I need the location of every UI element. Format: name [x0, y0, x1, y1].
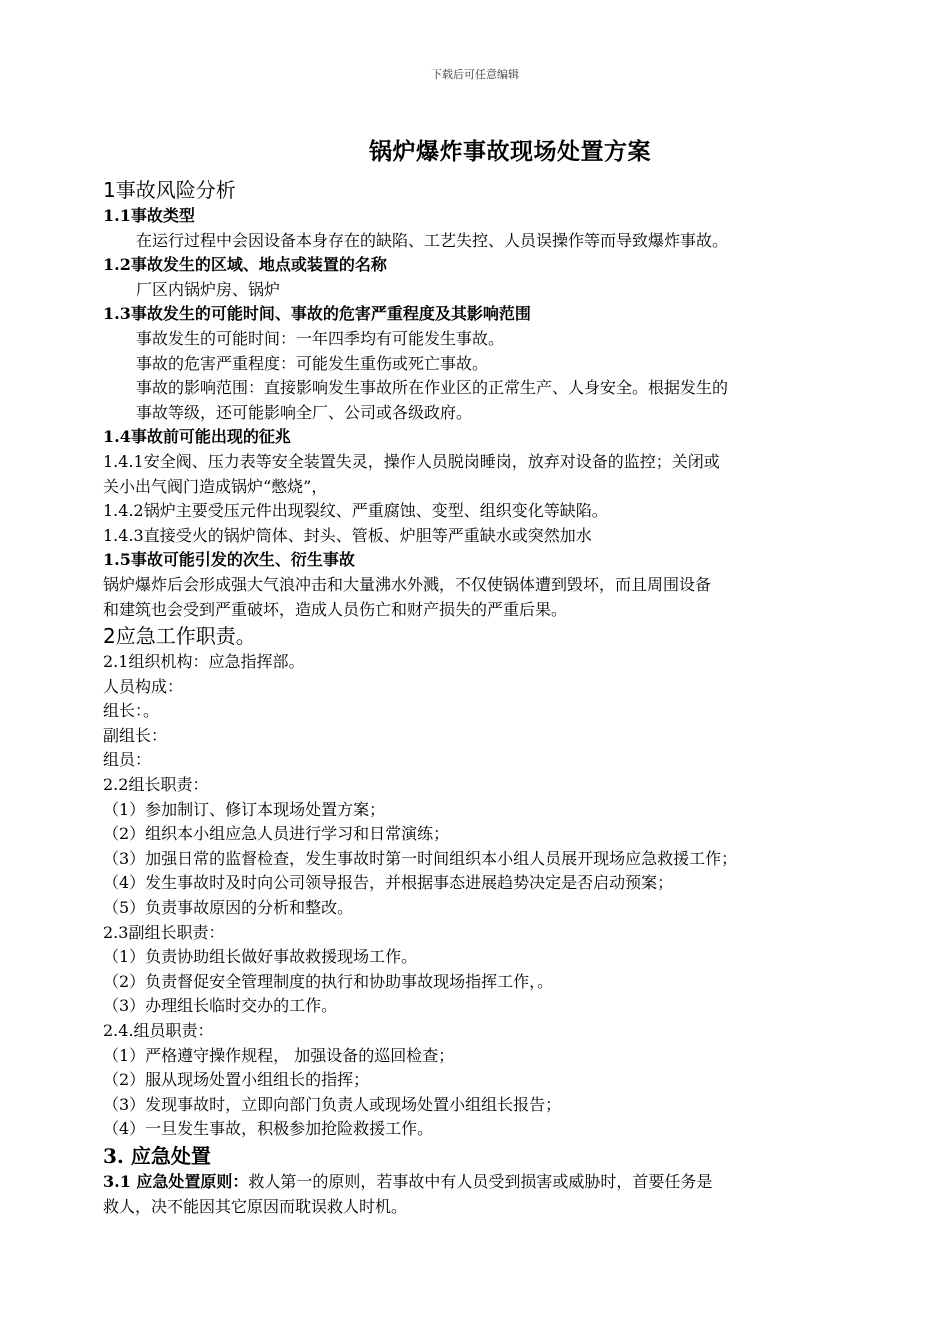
principle-label: 3.1 应急处置原则：	[103, 1171, 249, 1191]
paragraph: 1.4.2锅炉主要受压元件出现裂纹、严重腐蚀、变型、组织变化等缺陷。	[103, 501, 608, 521]
principle-text: 救人第一的原则，若事故中有人员受到损害或威胁时，首要任务是	[248, 1171, 713, 1191]
section-1-2-heading: 1.2事故发生的区域、地点或装置的名称	[103, 255, 387, 275]
section-3-heading: 3. 应急处置	[103, 1143, 211, 1168]
paragraph: 事故的影响范围：直接影响发生事故所在作业区的正常生产、人身安全。根据发生的	[136, 378, 729, 398]
paragraph: 1.4.3直接受火的锅炉筒体、封头、管板、炉胆等严重缺水或突然加水	[103, 525, 592, 545]
paragraph	[103, 1170, 853, 1195]
list-item: （4）一旦发生事故，积极参加抢险救援工作。	[103, 1119, 434, 1139]
list-item: （4）发生事故时及时向公司领导报告，并根据事态进展趋势决定是否启动预案；	[103, 873, 674, 893]
paragraph: 1.4.1安全阀、压力表等安全装置失灵，操作人员脱岗睡岗，放弃对设备的监控；关闭或	[103, 451, 720, 471]
list-item: （3）发现事故时，立即向部门负责人或现场处置小组组长报告；	[103, 1094, 562, 1114]
paragraph: 和建筑也会受到严重破坏，造成人员伤亡和财产损失的严重后果。	[103, 599, 568, 619]
section-1-heading: 1事故风险分析	[103, 178, 236, 202]
subsection-heading: 2.4.组员职责：	[103, 1021, 214, 1040]
paragraph: 事故等级，还可能影响全厂、公司或各级政府。	[136, 402, 473, 422]
section-1-4-heading: 1.4事故前可能出现的征兆	[103, 427, 291, 447]
paragraph: 救人，决不能因其它原因而耽误救人时机。	[103, 1196, 408, 1216]
list-item: （3）加强日常的监督检查，发生事故时第一时间组织本小组人员展开现场应急救援工作；	[103, 848, 738, 868]
section-1-3-heading: 1.3事故发生的可能时间、事故的危害严重程度及其影响范围	[103, 304, 531, 324]
document-title: 锅炉爆炸事故现场处置方案	[369, 138, 651, 165]
subsection-heading: 2.2组长职责：	[103, 775, 209, 795]
paragraph: 组长：。	[103, 701, 160, 721]
paragraph: 2.1组织机构：应急指挥部。	[103, 652, 305, 672]
list-item: （3）办理组长临时交办的工作。	[103, 996, 338, 1016]
list-item: （2）服从现场处置小组组长的指挥；	[103, 1070, 370, 1090]
paragraph: 在运行过程中会因设备本身存在的缺陷、工艺失控、人员误操作等而导致爆炸事故。	[136, 230, 729, 250]
section-2-heading: 2应急工作职责。	[103, 624, 256, 649]
paragraph: 组员：	[103, 750, 152, 770]
watermark-text: 下载后可任意编辑	[431, 68, 519, 81]
paragraph: 关小出气阀门造成锅炉“憋烧”，	[103, 476, 328, 496]
paragraph: 锅炉爆炸后会形成强大气浪冲击和大量沸水外溅，不仅使锅体遭到毁坏，而且周围设备	[103, 574, 712, 594]
list-item: （1）负责协助组长做好事故救援现场工作。	[103, 947, 418, 967]
paragraph: 厂区内锅炉房、锅炉	[136, 279, 281, 299]
document-body	[103, 176, 853, 1219]
subsection-heading: 2.3副组长职责：	[103, 922, 225, 942]
paragraph: 事故的危害严重程度：可能发生重伤或死亡事故。	[136, 353, 489, 373]
paragraph: 人员构成：	[103, 676, 184, 696]
list-item: （1）参加制订、修订本现场处置方案；	[103, 799, 386, 819]
paragraph: 事故发生的可能时间：一年四季均有可能发生事故。	[136, 328, 505, 348]
list-item: （5）负责事故原因的分析和整改。	[103, 898, 354, 918]
section-1-5-heading: 1.5事故可能引发的次生、衍生事故	[103, 550, 355, 570]
list-item: （2）负责督促安全管理制度的执行和协助事故现场指挥工作，。	[103, 971, 554, 991]
list-item: （1）严格遵守操作规程， 加强设备的巡回检查；	[103, 1045, 455, 1065]
paragraph: 副组长：	[103, 725, 168, 745]
list-item: （2）组织本小组应急人员进行学习和日常演练；	[103, 824, 450, 844]
section-1-1-heading: 1.1事故类型	[103, 206, 195, 225]
